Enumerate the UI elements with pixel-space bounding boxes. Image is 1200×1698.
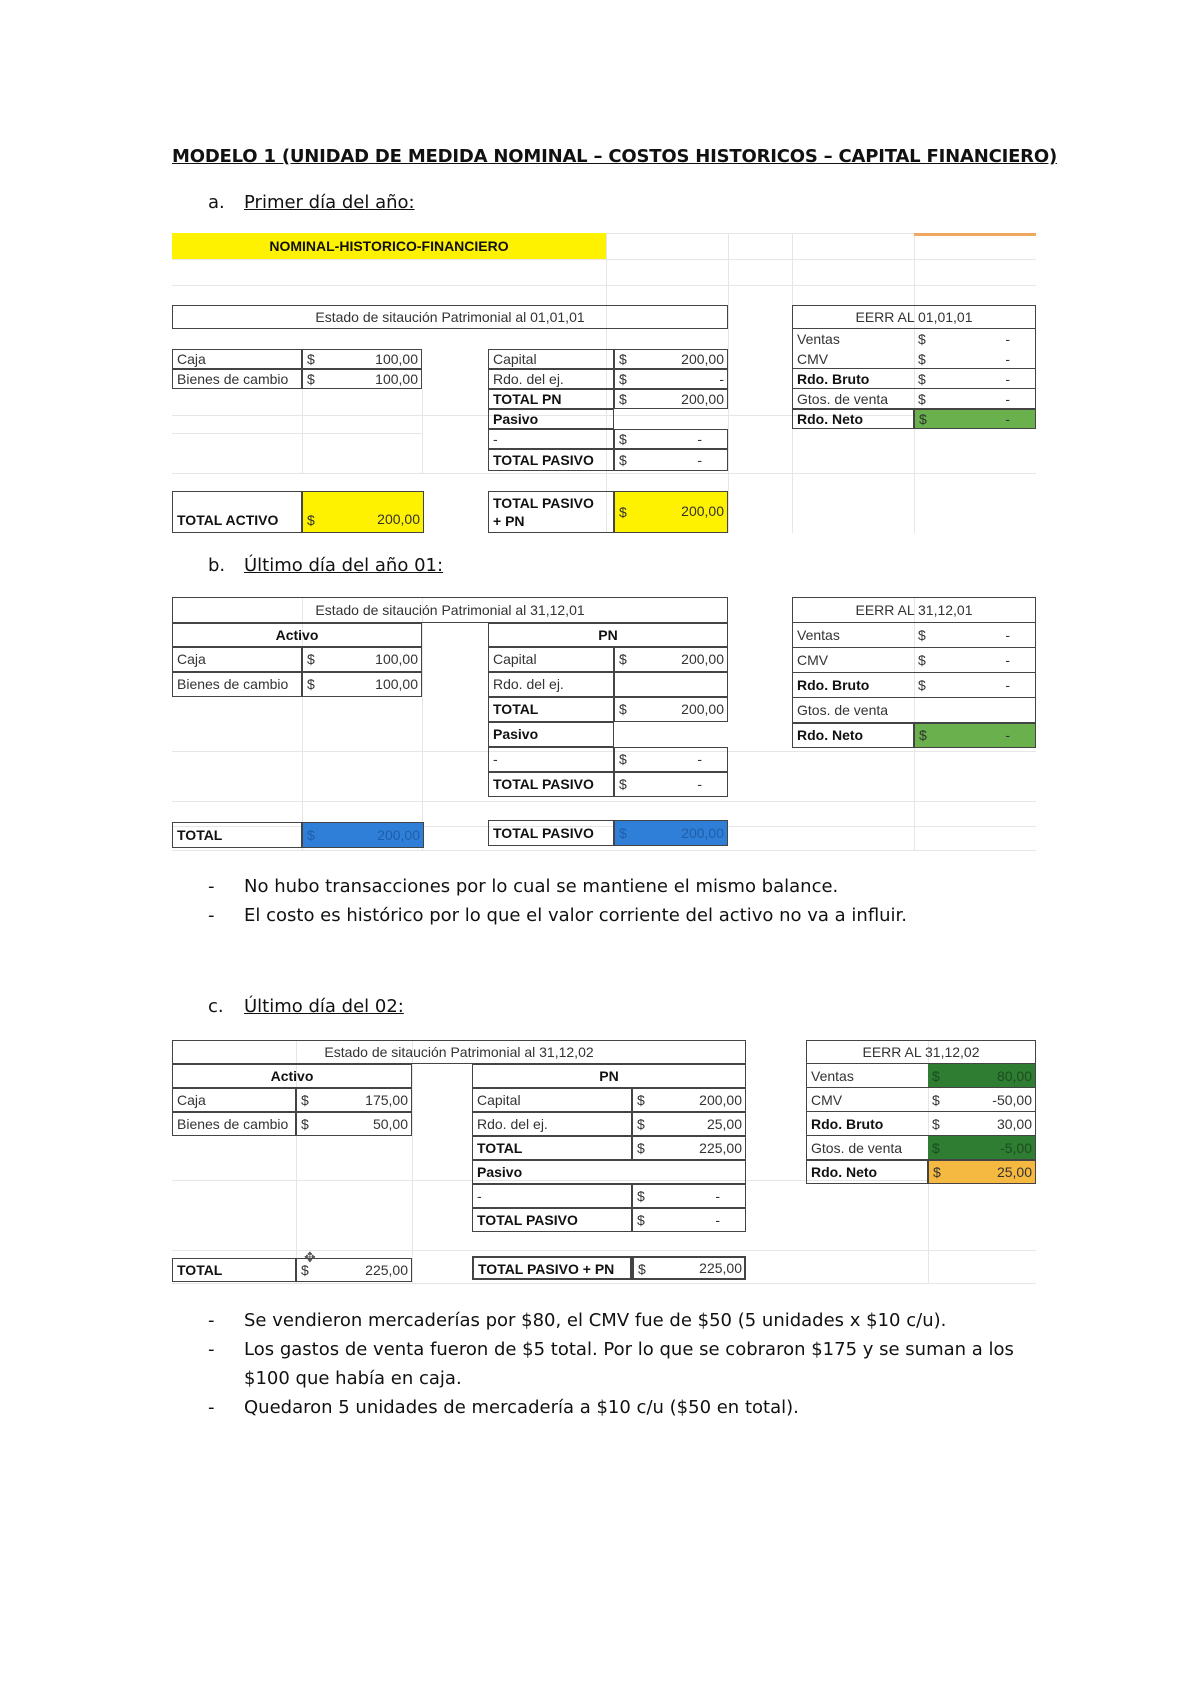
asset-row: Bienes de cambio (172, 672, 302, 697)
eerr-row: Rdo. Bruto (806, 1112, 928, 1136)
pasivo-label: Pasivo (488, 409, 614, 429)
heading-c-text: Último día del 02: (244, 996, 404, 1017)
pn-row: Rdo. del ej. (472, 1112, 632, 1136)
total-left-label: TOTAL (172, 1258, 296, 1282)
asset-row: Bienes de cambio (172, 1112, 296, 1136)
balance-title: Estado de sitaución Patrimonial al 01,01,01 (172, 305, 728, 329)
asset-row: Bienes de cambio (172, 369, 302, 389)
asset-row: Caja (172, 1088, 296, 1112)
pn-value: 200,00 (699, 1092, 742, 1108)
note-item: - Los gastos de venta fueron de $5 total. Por lo que se cobraron $175 y se suman a los $100 que había en caja. (208, 1335, 1028, 1393)
total-pn-label: TOTAL PN (488, 389, 614, 409)
eerr-row: CMV (806, 1088, 928, 1112)
spreadsheet-b (172, 597, 1036, 851)
total-pasivo-label: TOTAL PASIVO (488, 449, 614, 471)
eerr-row: Rdo. Neto (792, 723, 914, 748)
pasivo-row: - (472, 1184, 632, 1208)
heading-a (208, 192, 415, 213)
asset-sign: $ (302, 647, 422, 672)
total-left-value: 225,00 (365, 1262, 408, 1278)
pn-row: Capital (488, 647, 614, 672)
eerr-row: Gtos. de venta (792, 389, 914, 409)
total-left-label: TOTAL (172, 822, 302, 848)
total-pasivo-sign: $ (614, 449, 728, 471)
total-activo-value: 200,00 (377, 511, 420, 527)
pasivo-row: - (488, 429, 614, 449)
pn-row: Rdo. del ej. (488, 672, 614, 697)
total-pn-value: 200,00 (681, 701, 724, 717)
asset-sign: $ (302, 349, 422, 369)
pn-row: Rdo. del ej. (488, 369, 614, 389)
eerr-row: Rdo. Bruto (792, 369, 914, 389)
total-pasivo-label: TOTAL PASIVO (472, 1208, 632, 1232)
asset-value: 100,00 (375, 371, 418, 387)
total-activo-label: TOTAL ACTIVO (172, 491, 302, 533)
eerr-neto-sign: $ (914, 409, 1036, 429)
eerr-row: Ventas (792, 623, 914, 648)
asset-sign: $ (296, 1088, 412, 1112)
spreadsheet-c (172, 1040, 1036, 1284)
pn-sign: $ (614, 349, 728, 369)
pn-row: Capital (488, 349, 614, 369)
total-pn-sign: $ (614, 389, 728, 409)
note-item: - Quedaron 5 unidades de mercadería a $10 c/u ($50 en total). (208, 1393, 1028, 1422)
asset-value: 175,00 (365, 1092, 408, 1108)
eerr-value: - (1005, 331, 1010, 347)
activo-header: Activo (172, 623, 422, 647)
pn-value: 25,00 (706, 1116, 742, 1132)
total-pasivo-sign: $ (632, 1208, 746, 1232)
note-item: - El costo es histórico por lo que el valor corriente del activo no va a influir. (208, 901, 1028, 930)
pasivo-value: - (697, 751, 702, 767)
total-right-value: 200,00 (681, 825, 724, 841)
eerr-value: - (1005, 391, 1010, 407)
eerr-row: CMV (792, 648, 914, 673)
eerr-row: Gtos. de venta (792, 698, 914, 723)
pn-sign: $ (614, 647, 728, 672)
total-right-value: 225,00 (699, 1260, 742, 1276)
pn-sign: $ (632, 1088, 746, 1112)
eerr-sign: $ (928, 1136, 1036, 1160)
eerr-row: Gtos. de venta (806, 1136, 928, 1160)
eerr-title: EERR AL 31,12,01 (792, 597, 1036, 623)
total-right-label: TOTAL PASIVO + PN (472, 1256, 632, 1280)
total-pasivo-pn-value: 200,00 (681, 503, 724, 519)
asset-sign: $ (296, 1112, 412, 1136)
total-pasivo-pn-line2: + PN (493, 513, 525, 529)
eerr-row: Rdo. Neto (792, 409, 914, 429)
notes-b (208, 872, 1028, 930)
eerr-value: 80,00 (996, 1068, 1032, 1084)
pasivo-value: - (715, 1188, 720, 1204)
total-activo-sign: $ (302, 491, 424, 533)
total-pasivo-pn-label (488, 491, 614, 533)
eerr-title: EERR AL 01,01,01 (792, 305, 1036, 329)
pn-value: 200,00 (681, 351, 724, 367)
asset-sign: $ (302, 672, 422, 697)
eerr-row: Rdo. Neto (806, 1160, 928, 1184)
asset-row: Caja (172, 349, 302, 369)
pn-header: PN (488, 623, 728, 647)
eerr-row: CMV (792, 349, 914, 369)
total-pasivo-label: TOTAL PASIVO (488, 772, 614, 797)
asset-value: 100,00 (375, 676, 418, 692)
eerr-value: -5,00 (1000, 1140, 1032, 1156)
pn-sign: $ (614, 369, 728, 389)
note-item: - No hubo transacciones por lo cual se mantiene el mismo balance. (208, 872, 1028, 901)
asset-value: 100,00 (375, 651, 418, 667)
eerr-title: EERR AL 31,12,02 (806, 1040, 1036, 1064)
pasivo-row: - (488, 747, 614, 772)
eerr-sign: $ (928, 1064, 1036, 1088)
note-item: - Se vendieron mercaderías por $80, el CMV fue de $50 (5 unidades x $10 c/u). (208, 1306, 1028, 1335)
asset-value: 50,00 (372, 1116, 408, 1132)
activo-header: Activo (172, 1064, 412, 1088)
asset-row: Caja (172, 647, 302, 672)
total-left-sign: $ (296, 1258, 412, 1282)
eerr-sign: $ (914, 673, 1036, 698)
eerr-value: - (1005, 677, 1010, 693)
eerr-sign: $ (928, 1112, 1036, 1136)
eerr-value: - (1005, 371, 1010, 387)
eerr-row: Rdo. Bruto (792, 673, 914, 698)
heading-b-label: b. (208, 555, 226, 576)
total-pn-value: 200,00 (681, 391, 724, 407)
eerr-sign: $ (914, 349, 1036, 369)
heading-c (208, 996, 404, 1017)
spreadsheet-a (172, 233, 1036, 533)
total-right-sign: $ (632, 1256, 746, 1280)
total-pasivo-value: - (697, 776, 702, 792)
eerr-value: - (1005, 652, 1010, 668)
asset-sign: $ (302, 369, 422, 389)
heading-a-text: Primer día del año: (244, 192, 415, 213)
total-left-value: 200,00 (377, 827, 420, 843)
total-pasivo-sign: $ (614, 772, 728, 797)
eerr-neto-value: 25,00 (996, 1164, 1032, 1180)
total-pn-label: TOTAL (488, 697, 614, 722)
banner: NOMINAL-HISTORICO-FINANCIERO (172, 233, 606, 259)
total-pn-sign: $ (632, 1136, 746, 1160)
total-pasivo-pn-line1: TOTAL PASIVO (493, 495, 594, 511)
balance-title: Estado de sitaución Patrimonial al 31,12,01 (172, 597, 728, 623)
eerr-value: - (1005, 351, 1010, 367)
eerr-value: -50,00 (992, 1092, 1032, 1108)
pasivo-sign: $ (632, 1184, 746, 1208)
eerr-sign: $ (914, 369, 1036, 389)
pasivo-value: - (697, 431, 702, 447)
notes-c (208, 1306, 1028, 1422)
heading-b-text: Último día del año 01: (244, 555, 444, 576)
total-pasivo-value: - (715, 1212, 720, 1228)
cursor-icon: ✥ (304, 1249, 316, 1265)
total-pn-label: TOTAL (472, 1136, 632, 1160)
total-left-sign: $ (302, 822, 424, 848)
eerr-sign: $ (914, 648, 1036, 673)
total-pasivo-pn-sign: $ (614, 491, 728, 533)
total-right-label: TOTAL PASIVO (488, 820, 614, 846)
eerr-value: 30,00 (996, 1116, 1032, 1132)
heading-b (208, 555, 443, 576)
heading-c-label: c. (208, 996, 224, 1017)
eerr-neto-sign: $ (914, 723, 1036, 748)
eerr-sign: $ (928, 1088, 1036, 1112)
eerr-neto-value: - (1005, 411, 1010, 427)
document-title: MODELO 1 (UNIDAD DE MEDIDA NOMINAL – COSTOS HISTORICOS – CAPITAL FINANCIERO) (172, 146, 1057, 167)
pasivo-label: Pasivo (488, 722, 614, 747)
total-pasivo-value: - (697, 452, 702, 468)
pasivo-sign: $ (614, 747, 728, 772)
pn-value (614, 672, 728, 697)
total-pn-value: 225,00 (699, 1140, 742, 1156)
balance-title: Estado de sitaución Patrimonial al 31,12,02 (172, 1040, 746, 1064)
eerr-neto-value: - (1005, 727, 1010, 743)
eerr-sign: $ (914, 623, 1036, 648)
eerr-value (914, 698, 1036, 723)
pn-row: Capital (472, 1088, 632, 1112)
pn-sign: $ (632, 1112, 746, 1136)
eerr-sign: $ (914, 389, 1036, 409)
total-right-sign: $ (614, 820, 728, 846)
total-pn-sign: $ (614, 697, 728, 722)
pn-header: PN (472, 1064, 746, 1088)
eerr-sign: $ (914, 329, 1036, 349)
pn-value: - (719, 371, 724, 387)
pasivo-label: Pasivo (472, 1160, 746, 1184)
eerr-neto-sign: $ (928, 1160, 1036, 1184)
pasivo-sign: $ (614, 429, 728, 449)
eerr-row: Ventas (792, 329, 914, 349)
heading-a-label: a. (208, 192, 225, 213)
eerr-row: Ventas (806, 1064, 928, 1088)
asset-value: 100,00 (375, 351, 418, 367)
eerr-value: - (1005, 627, 1010, 643)
pn-value: 200,00 (681, 651, 724, 667)
